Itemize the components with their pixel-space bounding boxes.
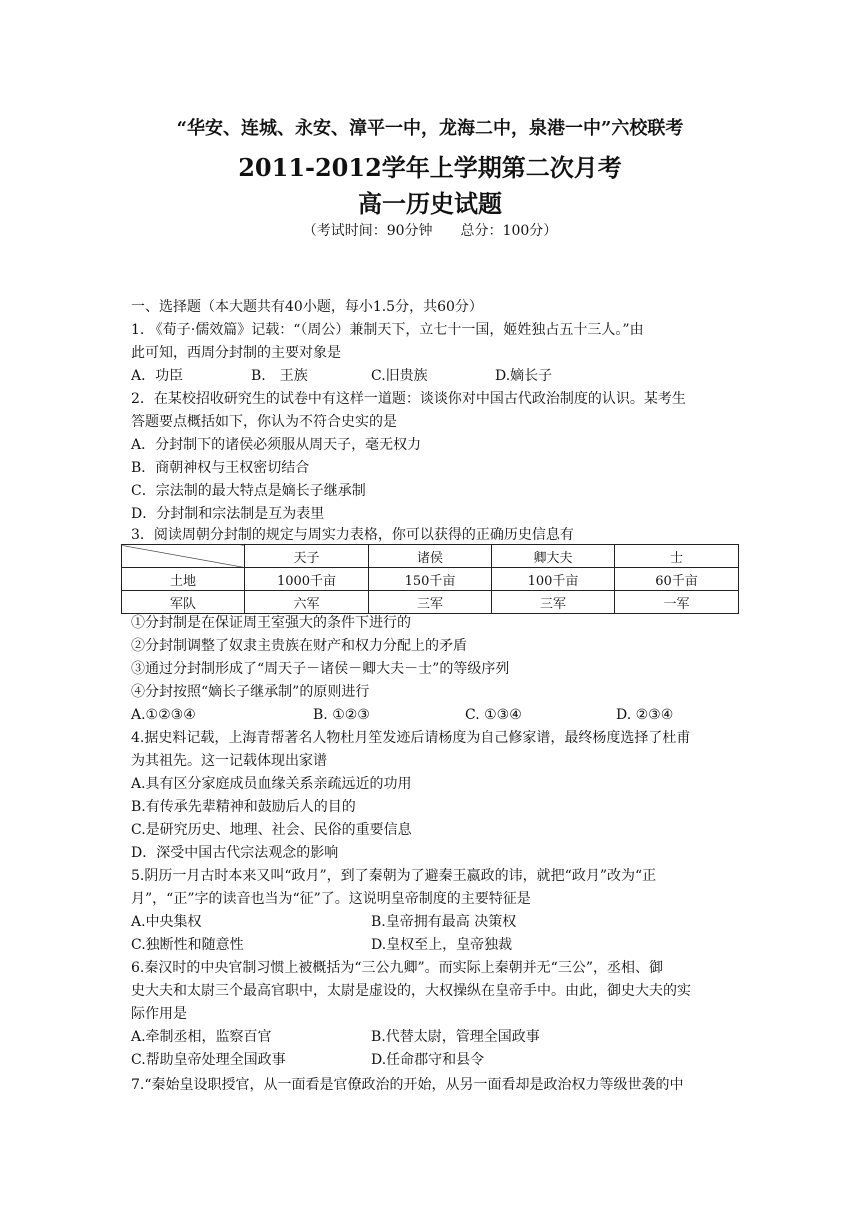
table-row-label: 土地 <box>122 568 245 591</box>
option-b: B．商朝神权与王权密切结合 <box>131 460 310 476</box>
question-stem-line: 5.阴历一月古时本来又叫“政月”，到了秦朝为了避秦王嬴政的讳，就把“政月”改为“正 <box>131 868 657 884</box>
question-stem-line: 答题要点概括如下，你认为不符合史实的是 <box>131 414 397 430</box>
exam-union-title: “华安、连城、永安、漳平一中，龙海二中，泉港一中”六校联考 <box>176 118 684 139</box>
question-stem-line: 为其祖先。这一记载体现出家谱 <box>131 753 327 769</box>
question-stem-line: 3．阅读周朝分封制的规定与周实力表格，你可以获得的正确历史信息有 <box>131 527 574 543</box>
table-row <box>122 568 739 591</box>
table-row-label: 军队 <box>122 591 245 614</box>
table-header-cell: 卿大夫 <box>492 545 615 568</box>
statement-4: ④分封按照“嫡长子继承制”的原则进行 <box>131 684 370 700</box>
option-a: A.中央集权 <box>131 914 202 930</box>
table-cell: 三军 <box>492 591 615 614</box>
option-b: B.代替太尉，管理全国政事 <box>371 1029 540 1045</box>
table-cell: 150千亩 <box>369 568 492 591</box>
table-header-cell: 天子 <box>245 545 369 568</box>
table-header-row <box>122 545 739 568</box>
option-d: D．分封制和宗法制是互为表里 <box>131 506 325 522</box>
option-c: C.旧贵族 <box>371 368 428 384</box>
option-b: B.皇帝拥有最高 决策权 <box>371 914 517 930</box>
question-stem-line: 际作用是 <box>131 1006 187 1022</box>
table-header-cell: 士 <box>615 545 739 568</box>
question-stem-line: 2．在某校招收研究生的试卷中有这样一道题：谈谈你对中国古代政治制度的认识。某考生 <box>131 391 686 407</box>
exam-term-title: 2011-2012学年上学期第二次月考 <box>238 153 622 182</box>
option-c: C. ①③④ <box>465 707 522 723</box>
question-stem-line: 4.据史料记载，上海青帮著名人物杜月笙发迹后请杨度为自己修家谱，最终杨度选择了杜甫 <box>131 730 691 746</box>
option-a: A.①②③④ <box>131 707 196 723</box>
option-a: A.牵制丞相，监察百官 <box>131 1029 272 1045</box>
option-c: C．宗法制的最大特点是嫡长子继承制 <box>131 483 366 499</box>
table-cell: 一军 <box>615 591 739 614</box>
table-cell: 三军 <box>369 591 492 614</box>
question-stem-line: 7.“秦始皇设职授官，从一面看是官僚政治的开始，从另一面看却是政治权力等级世袭的中 <box>131 1077 684 1093</box>
option-d: D．深受中国古代宗法观念的影响 <box>131 845 339 861</box>
table-cell: 60千亩 <box>615 568 739 591</box>
option-a: A．功臣 <box>131 368 184 384</box>
option-c: C.独断性和随意性 <box>131 937 244 953</box>
option-d: D. ②③④ <box>616 707 674 723</box>
option-a: A.具有区分家庭成员血缘关系亲疏远近的功用 <box>131 776 412 792</box>
statement-3: ③通过分封制形成了“周天子－诸侯－卿大夫－士”的等级序列 <box>131 661 510 677</box>
question-stem-line: 史大夫和太尉三个最高官职中，太尉是虚设的，大权操纵在皇帝手中。由此，御史大夫的实 <box>131 983 691 999</box>
option-d: D.任命郡守和县令 <box>371 1052 485 1068</box>
table-row <box>122 591 739 614</box>
statement-2: ②分封制调整了奴隶主贵族在财产和权力分配上的矛盾 <box>131 638 467 654</box>
option-b: B. 王族 <box>251 368 308 384</box>
table-cell: 六军 <box>245 591 369 614</box>
option-d: D.嫡长子 <box>495 368 553 384</box>
question-stem-line: 6.秦汉时的中央官制习惯上被概括为“三公九卿”。而实际上秦朝并无“三公”，丞相、御 <box>131 960 663 976</box>
option-b: B.有传承先辈精神和鼓励后人的目的 <box>131 799 356 815</box>
section-title: 一、选择题（本大题共有40小题，每小1.5分，共60分） <box>131 299 483 315</box>
table-corner-cell <box>122 545 245 568</box>
question-stem-line: 1. 《荀子·儒效篇》记载：“（周公）兼制天下，立七十一国，姬姓独占五十三人。”由 <box>131 322 644 338</box>
question-stem-line: 月”，“正”字的读音也当为“征”了。这说明皇帝制度的主要特征是 <box>131 891 531 907</box>
option-b: B. ①②③ <box>313 707 370 723</box>
option-c: C.是研究历史、地理、社会、民俗的重要信息 <box>131 822 412 838</box>
table-header-cell: 诸侯 <box>369 545 492 568</box>
exam-info: （考试时间：90分钟 总分：100分） <box>302 223 558 239</box>
statement-1: ①分封制是在保证周王室强大的条件下进行的 <box>131 615 411 631</box>
question-stem-line: 此可知，西周分封制的主要对象是 <box>131 345 341 361</box>
table-cell: 100千亩 <box>492 568 615 591</box>
fengjian-table <box>121 544 739 614</box>
exam-subject-title: 高一历史试题 <box>358 189 502 218</box>
option-a: A．分封制下的诸侯必须服从周天子，毫无权力 <box>131 437 422 453</box>
table-cell: 1000千亩 <box>245 568 369 591</box>
option-d: D.皇权至上，皇帝独裁 <box>371 937 513 953</box>
option-c: C.帮助皇帝处理全国政事 <box>131 1052 286 1068</box>
